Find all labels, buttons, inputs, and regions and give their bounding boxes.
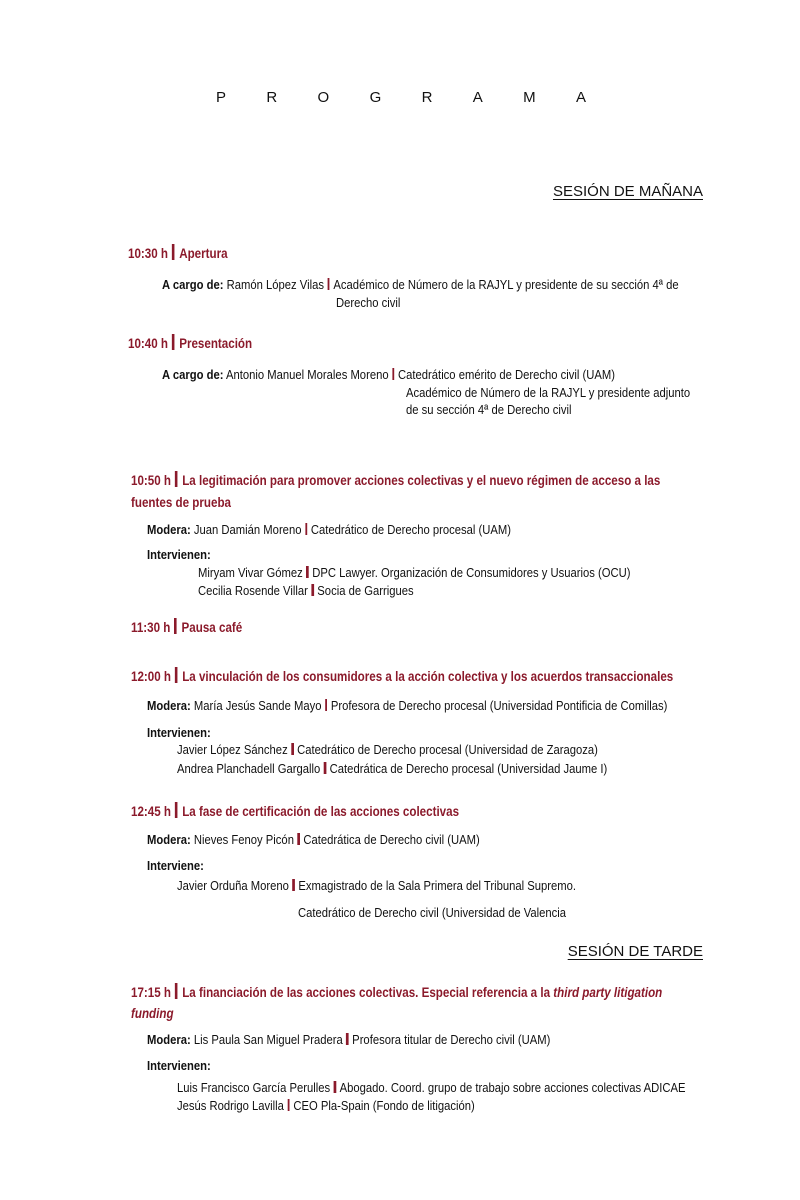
slot-title-emphasis: third party litigation: [553, 985, 663, 1000]
slot-time: 10:30 h: [128, 246, 169, 261]
separator-bar: [306, 566, 308, 578]
session-heading-afternoon: SESIÓN DE TARDE: [567, 943, 703, 960]
speakers-label: Intervienen:: [147, 548, 211, 562]
presenter-label: A cargo de:: [162, 278, 224, 292]
title-letter: A: [575, 89, 586, 106]
separator-bar: [298, 833, 300, 845]
speaker-line: [177, 1097, 475, 1115]
slot-time: 11:30 h: [131, 620, 171, 635]
title-letter: R: [421, 89, 433, 106]
speaker-role: Catedrático de Derecho procesal (Universidad de Zaragoza): [297, 743, 598, 757]
separator-bar: [293, 879, 295, 891]
moderator-label: Modera:: [147, 833, 191, 847]
speaker-name: Cecilia Rosende Villar: [198, 584, 308, 598]
slot-header: [131, 617, 242, 639]
speaker-line: [177, 1079, 685, 1097]
slot-header: [128, 243, 228, 265]
slot-title-cont: funding: [131, 1006, 174, 1021]
separator-bar: [334, 1081, 336, 1093]
presenter-role: Académico de Número de la RAJYL y presidente de su sección 4ª de: [333, 278, 679, 292]
moderator-name: Lis Paula San Miguel Pradera: [193, 1033, 343, 1047]
slot-title: La legitimación para promover acciones colectivas y el nuevo régimen de acceso a las: [182, 473, 661, 488]
separator-bar: [171, 244, 174, 260]
separator-bar: [174, 471, 177, 487]
separator-bar: [174, 802, 177, 818]
slot-time: 10:40 h: [128, 336, 169, 351]
slot-title: La vinculación de los consumidores a la acción colectiva y los acuerdos transaccionales: [182, 669, 674, 684]
moderator-label: Modera:: [147, 699, 191, 713]
speakers-label: Intervienen:: [147, 1059, 211, 1073]
separator-bar: [174, 983, 177, 999]
moderator-name: Nieves Fenoy Picón: [193, 833, 294, 847]
slot-time: 17:15 h: [131, 985, 172, 1000]
separator-bar: [324, 762, 326, 774]
title-letter: O: [317, 89, 330, 106]
speaker-role: DPC Lawyer. Organización de Consumidores y Usuarios (OCU): [312, 566, 631, 580]
separator-bar: [174, 667, 177, 683]
moderator-label: Modera:: [147, 1033, 191, 1047]
speaker-line: [177, 877, 576, 895]
slot-header: [131, 801, 459, 823]
separator-bar: [305, 523, 307, 535]
separator-bar: [174, 618, 177, 634]
separator-bar: [328, 278, 330, 290]
slot-header: [131, 470, 709, 492]
page-title: [216, 89, 586, 106]
speaker-role: CEO Pla-Spain (Fondo de litigación): [293, 1099, 475, 1113]
presenter-name: Ramón López Vilas: [226, 278, 324, 292]
separator-bar: [325, 699, 327, 711]
separator-bar: [288, 1099, 290, 1111]
moderator-role: Profesora titular de Derecho civil (UAM): [352, 1033, 551, 1047]
presenter-role-cont: Académico de Número de la RAJYL y presidente adjunto: [406, 386, 691, 400]
slot-header: [131, 666, 673, 688]
slot-time: 12:45 h: [131, 804, 172, 819]
presenter-line: [162, 276, 679, 294]
speaker-role: Socia de Garrigues: [317, 584, 414, 598]
title-letter: G: [369, 89, 382, 106]
slot-header: [131, 982, 716, 1004]
speaker-name: Miryam Vivar Gómez: [198, 566, 303, 580]
speaker-line: [177, 760, 607, 778]
slot-time: 12:00 h: [131, 669, 172, 684]
presenter-role-cont: de su sección 4ª de Derecho civil: [406, 403, 572, 417]
speaker-role: Exmagistrado de la Sala Primera del Tribunal Supremo.: [298, 879, 577, 893]
speaker-role: Catedrática de Derecho procesal (Universidad Jaume I): [329, 762, 608, 776]
moderator-line: [147, 521, 511, 539]
moderator-label: Modera:: [147, 523, 191, 537]
title-letter: R: [266, 89, 278, 106]
slot-title: Presentación: [179, 336, 253, 351]
title-letter: P: [216, 89, 227, 106]
slot-title: Apertura: [179, 246, 228, 261]
moderator-role: Catedrática de Derecho civil (UAM): [303, 833, 480, 847]
speaker-role: Abogado. Coord. grupo de trabajo sobre acciones colectivas ADICAE: [339, 1081, 686, 1095]
separator-bar: [311, 584, 313, 596]
moderator-role: Profesora de Derecho procesal (Universidad Pontificia de Comillas): [330, 699, 668, 713]
separator-bar: [171, 334, 174, 350]
speaker-line: [198, 582, 414, 600]
speaker-name: Luis Francisco García Perulles: [177, 1081, 331, 1095]
title-letter: A: [472, 89, 483, 106]
presenter-role-cont: Derecho civil: [336, 296, 401, 310]
moderator-name: María Jesús Sande Mayo: [193, 699, 322, 713]
slot-title: Pausa café: [181, 620, 243, 635]
presenter-line: [162, 366, 615, 384]
slot-title: La fase de certificación de las acciones colectivas: [182, 804, 460, 819]
separator-bar: [291, 743, 293, 755]
slot-header: [128, 333, 252, 355]
title-letter: M: [523, 89, 536, 106]
slot-time: 10:50 h: [131, 473, 172, 488]
presenter-name: Antonio Manuel Morales Moreno: [225, 368, 389, 382]
speaker-name: Andrea Planchadell Gargallo: [177, 762, 321, 776]
presenter-label: A cargo de:: [162, 368, 224, 382]
speaker-name: Javier Orduña Moreno: [177, 879, 289, 893]
speakers-label: Interviene:: [147, 859, 204, 873]
moderator-line: [147, 697, 667, 715]
slot-title: La financiación de las acciones colectivas. Especial referencia a la: [182, 985, 554, 1000]
speaker-line: [198, 564, 631, 582]
slot-title-cont: fuentes de prueba: [131, 495, 232, 510]
moderator-line: [147, 831, 480, 849]
separator-bar: [392, 368, 394, 380]
session-heading-morning: SESIÓN DE MAÑANA: [552, 183, 703, 200]
moderator-name: Juan Damián Moreno: [193, 523, 302, 537]
separator-bar: [346, 1033, 348, 1045]
speaker-name: Jesús Rodrigo Lavilla: [177, 1099, 284, 1113]
speaker-name: Javier López Sánchez: [177, 743, 288, 757]
presenter-role: Catedrático emérito de Derecho civil (UAM): [398, 368, 615, 382]
speakers-label: Intervienen:: [147, 726, 211, 740]
moderator-line: [147, 1031, 550, 1049]
moderator-role: Catedrático de Derecho procesal (UAM): [310, 523, 512, 537]
speaker-role-cont: Catedrático de Derecho civil (Universidad de Valencia: [298, 906, 567, 920]
speaker-line: [177, 741, 598, 759]
